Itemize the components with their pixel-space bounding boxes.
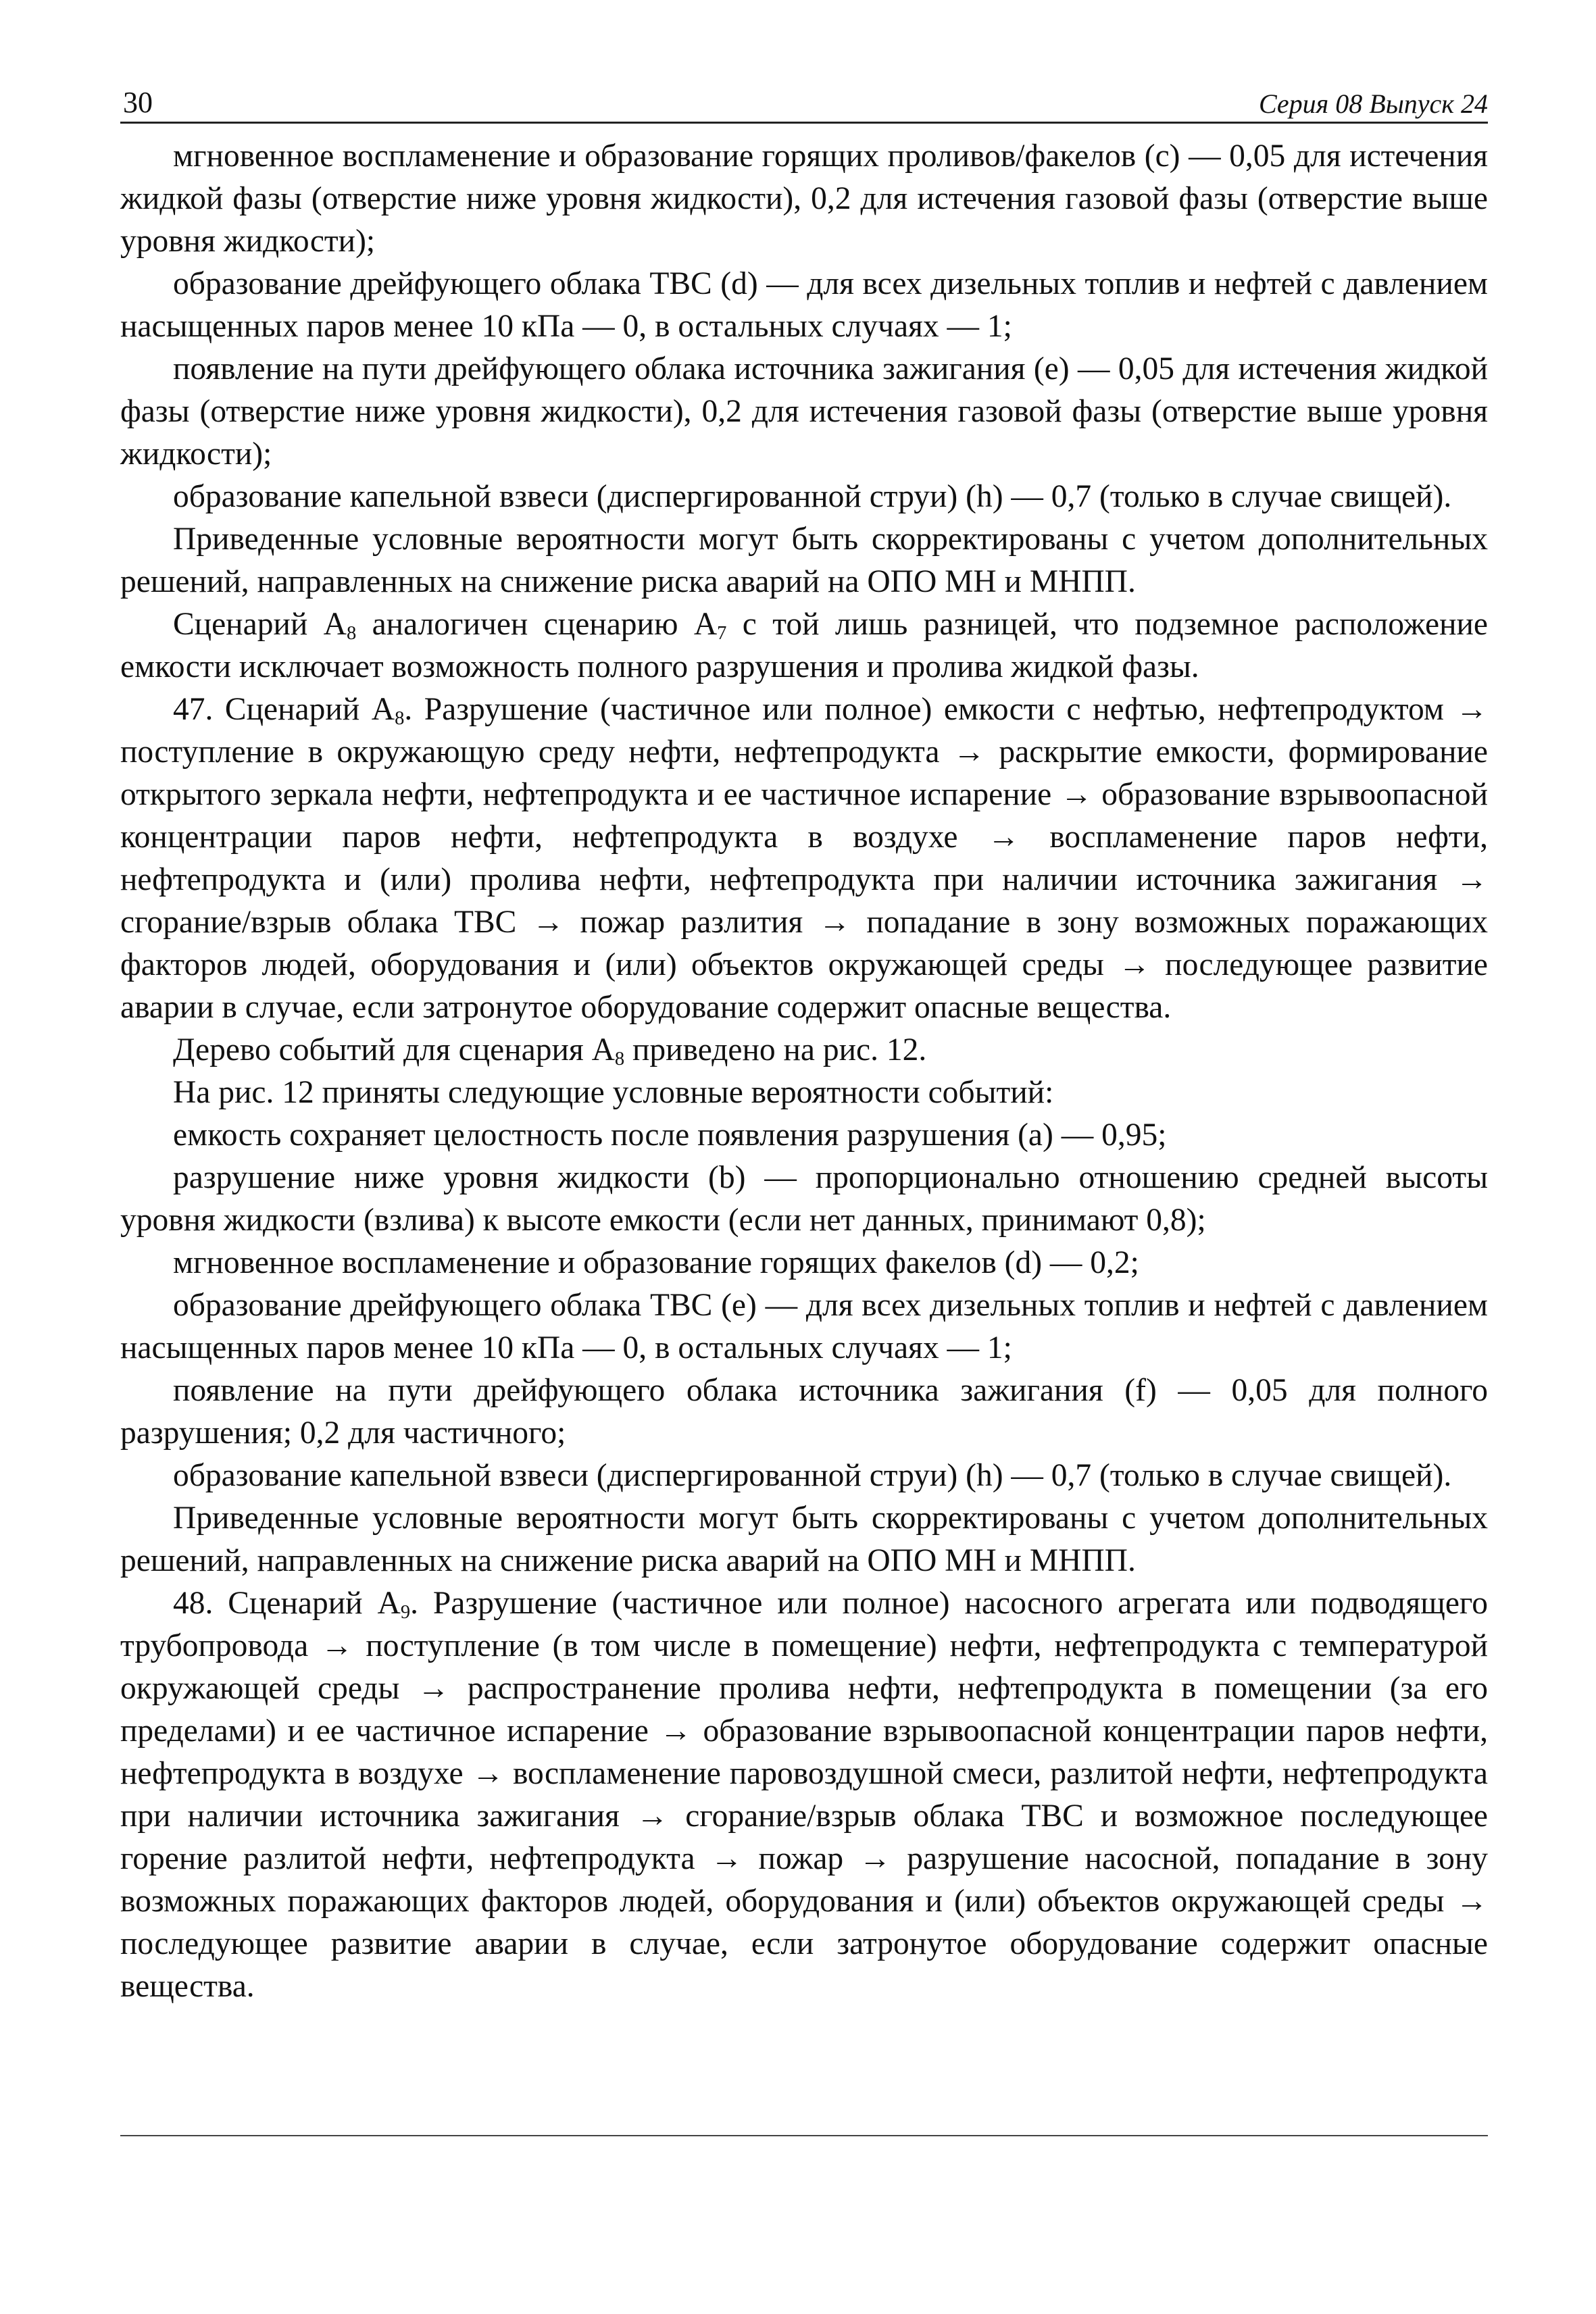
page-header [120, 80, 1488, 124]
paragraph: Приведенные условные вероятности могут быть скорректированы с учетом дополнительных решений, направленных на снижение риска аварий на ОПО МН и МНПП. [120, 522, 1488, 599]
paragraph: Приведенные условные вероятности могут быть скорректированы с учетом дополнительных решений, направленных на снижение риска аварий на ОПО МН и МНПП. [120, 1501, 1488, 1578]
paragraph: Сценарий $А_8$ аналогичен сценарию $А_7$ с той лишь разницей, что подземное расположение емкости исключает возможность полного разрушения и пролива жидкой фазы. [120, 607, 1488, 684]
bottom-divider [120, 2135, 1488, 2136]
paragraph: образование дрейфующего облака ТВС (e) — для всех дизельных топлив и нефтей с давлением насыщенных паров менее 10 кПа — 0, в остальных случаях — 1; [120, 1288, 1488, 1365]
page-body [120, 135, 1488, 2008]
paragraph: образование капельной взвеси (диспергированной струи) (h) — 0,7 (только в случае свищей). [173, 479, 1452, 514]
paragraph: емкость сохраняет целостность после появления разрушения (a) — 0,95; [173, 1117, 1167, 1153]
paragraph: 48. Сценарий $А_9$. Разрушение (частичное или полное) насосного агрегата или подводящего трубопровода → поступление (в том числе в помещение) нефти, нефтепродукта с температурой окружающей среды → распространение пролива нефти, нефтепродукта в помещении (за его пределами) и ее частичное испарение → образование взрывоопасной концентрации паров нефти, нефтепродукта в воздухе → воспламенение паровоздушной смеси, разлитой нефти, нефтепродукта при наличии источника зажигания → сгорание/взрыв облака ТВС и возможное последующее горение разлитой нефти, нефтепродукта → пожар → разрушение насосной, попадание в зону возможных поражающих факторов людей, оборудования и (или) объектов окружающей среды → последующее развитие аварии в случае, если затронутое оборудование содержит опасные вещества. [120, 1586, 1488, 2004]
paragraph: образование капельной взвеси (диспергированной струи) (h) — 0,7 (только в случае свищей). [173, 1458, 1452, 1493]
paragraph: На рис. 12 приняты следующие условные вероятности событий: [173, 1075, 1054, 1110]
series-label: Серия 08 Выпуск 24 [1258, 89, 1488, 119]
paragraph: появление на пути дрейфующего облака источника зажигания (e) — 0,05 для истечения жидкой фазы (отверстие ниже уровня жидкости), 0,2 для истечения газовой фазы (отверстие выше уровня жидкости); [120, 351, 1488, 472]
paragraph: 47. Сценарий $А_8$. Разрушение (частичное или полное) емкости с нефтью, нефтепродуктом → поступление в окружающую среду нефти, нефтепродукта → раскрытие емкости, формирование открытого зеркала нефти, нефтепродукта и ее частичное испарение → образование взрывоопасной концентрации паров нефти, нефтепродукта в воздухе → воспламенение паров нефти, нефтепродукта и (или) пролива нефти, нефтепродукта при наличии источника зажигания → сгорание/взрыв облака ТВС → пожар разлития → попадание в зону возможных поражающих факторов людей, оборудования и (или) объектов окружающей среды → последующее развитие аварии в случае, если затронутое оборудование содержит опасные вещества. [120, 692, 1488, 1025]
paragraph: появление на пути дрейфующего облака источника зажигания (f) — 0,05 для полного разрушения; 0,2 для частичного; [120, 1373, 1488, 1451]
paragraph: мгновенное воспламенение и образование горящих факелов (d) — 0,2; [173, 1245, 1139, 1280]
paragraph: образование дрейфующего облака ТВС (d) — для всех дизельных топлив и нефтей с давлением насыщенных паров менее 10 кПа — 0, в остальных случаях — 1; [120, 266, 1488, 344]
paragraph: разрушение ниже уровня жидкости (b) — пропорционально отношению средней высоты уровня жидкости (взлива) к высоте емкости (если нет данных, принимают 0,8); [120, 1160, 1488, 1238]
page-number: 30 [123, 86, 153, 119]
paragraph: мгновенное воспламенение и образование горящих проливов/факелов (c) — 0,05 для истечения жидкой фазы (отверстие ниже уровня жидкости), 0,2 для истечения газовой фазы (отверстие выше уровня жидкости); [120, 139, 1488, 259]
paragraph: Дерево событий для сценария $А_8$ приведено на рис. 12. [173, 1032, 927, 1070]
